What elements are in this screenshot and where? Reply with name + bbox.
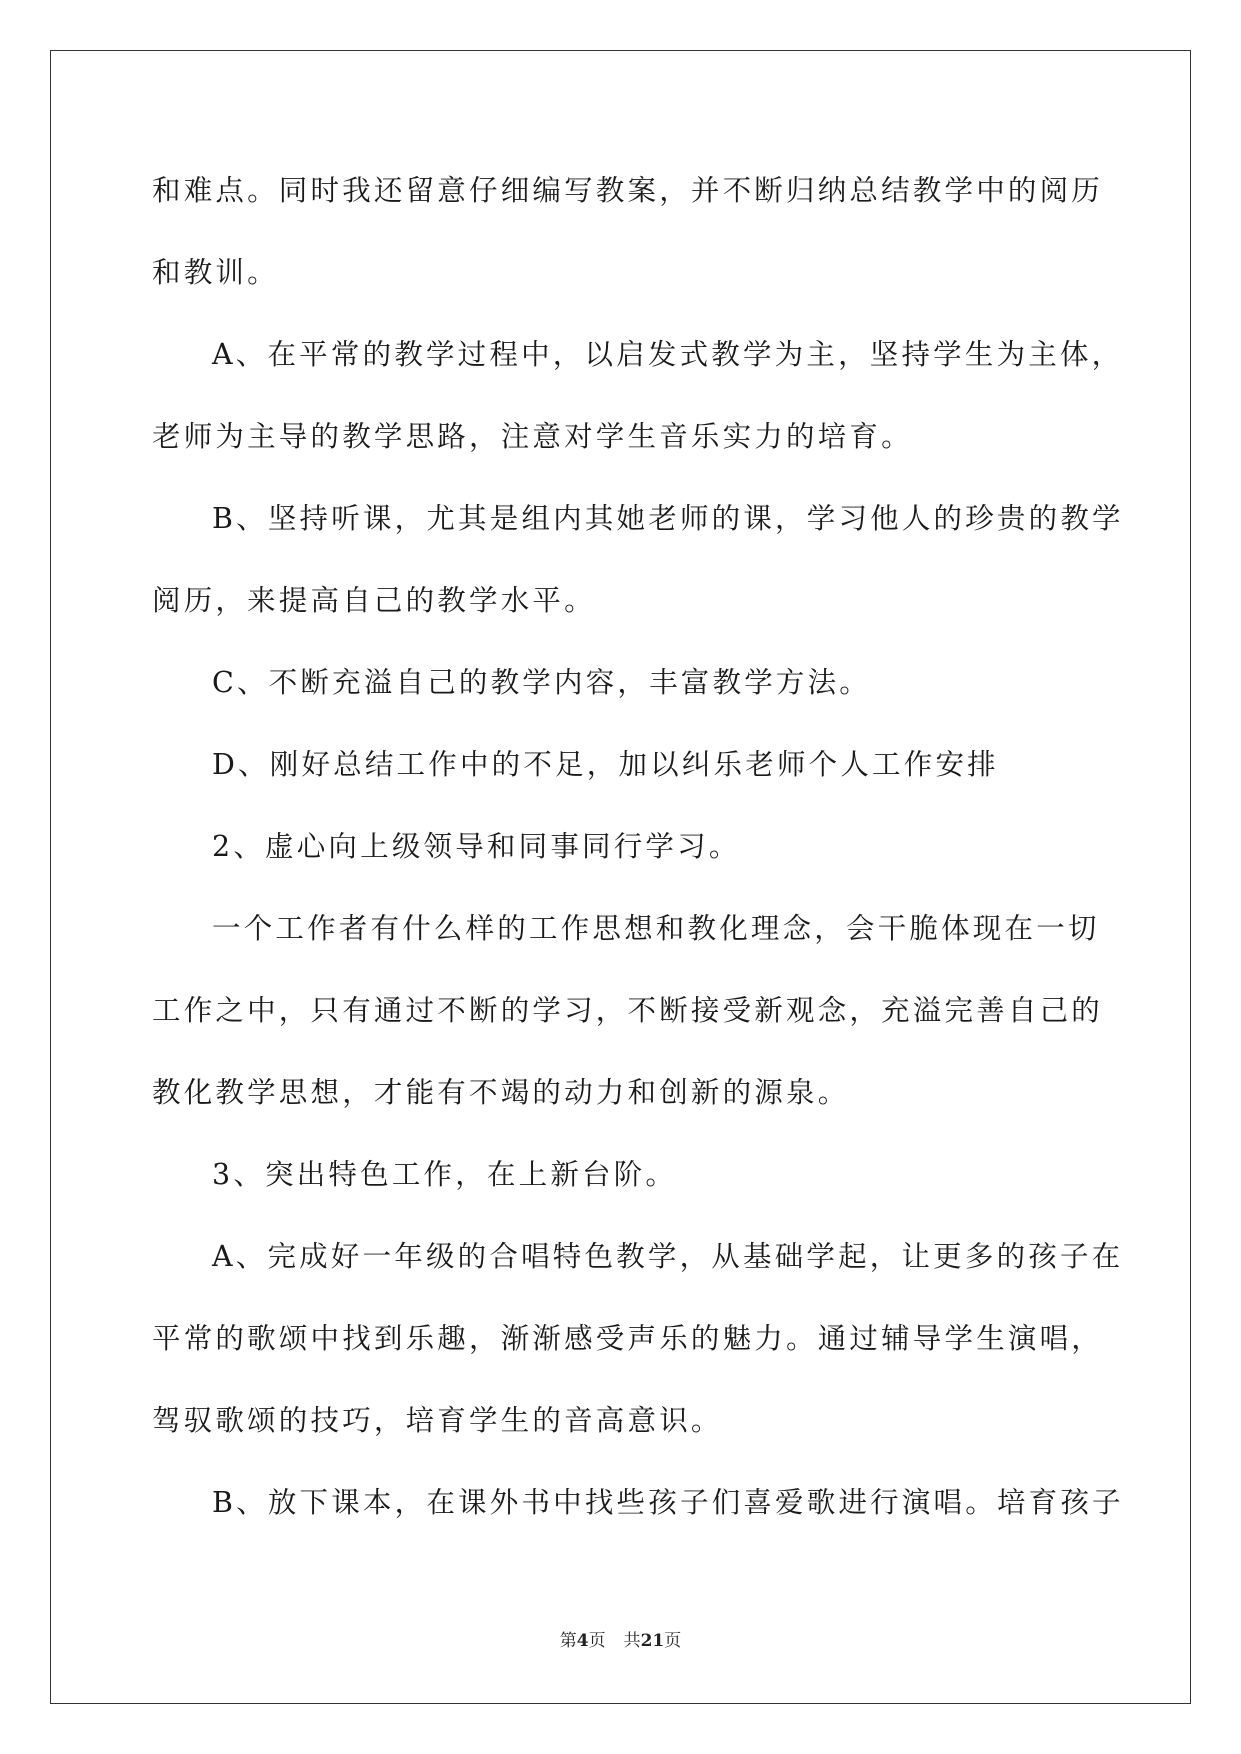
text-line: 一个工作者有什么样的工作思想和教化理念，会干脆体现在一切 (212, 912, 1100, 945)
footer-total-prefix: 共 (623, 1631, 641, 1651)
text-line: 老师为主导的教学思路，注意对学生音乐实力的培育。 (152, 420, 913, 453)
footer-total-suffix: 页 (664, 1631, 682, 1651)
text-line: 阅历，来提高自己的教学水平。 (152, 584, 596, 617)
footer-prefix: 第 (559, 1631, 577, 1651)
text-line: A、完成好一年级的合唱特色教学，从基础学起，让更多的孩子在 (212, 1240, 1124, 1273)
document-body (152, 160, 1124, 1554)
text-line: 和难点。同时我还留意仔细编写教案，并不断归纳总结教学中的阅历 (152, 174, 1104, 207)
text-line: 3、突出特色工作，在上新台阶。 (212, 1158, 678, 1191)
text-line: 和教训。 (152, 256, 279, 289)
text-line: A、在平常的教学过程中，以启发式教学为主，坚持学生为主体， (212, 338, 1124, 371)
text-line: 驾驭歌颂的技巧，培育学生的音高意识。 (152, 1404, 723, 1437)
total-page-count: 21 (640, 1631, 665, 1651)
current-page-number: 4 (576, 1631, 589, 1651)
text-line: 教化教学思想，才能有不竭的动力和创新的源泉。 (152, 1076, 850, 1109)
page-footer (0, 1626, 1241, 1651)
text-line: 平常的歌颂中找到乐趣，渐渐感受声乐的魅力。通过辅导学生演唱， (152, 1322, 1104, 1355)
text-line: D、刚好总结工作中的不足，加以纠乐老师个人工作安排 (212, 748, 999, 781)
text-line: 工作之中，只有通过不断的学习，不断接受新观念，充溢完善自己的 (152, 994, 1104, 1027)
footer-page-suffix: 页 (588, 1631, 606, 1651)
text-line: B、坚持听课，尤其是组内其她老师的课，学习他人的珍贵的教学 (212, 502, 1124, 535)
text-line: C、不断充溢自己的教学内容，丰富教学方法。 (212, 666, 872, 699)
text-line: B、放下课本，在课外书中找些孩子们喜爱歌进行演唱。培育孩子 (212, 1486, 1124, 1519)
text-line: 2、虚心向上级领导和同事同行学习。 (212, 830, 741, 863)
